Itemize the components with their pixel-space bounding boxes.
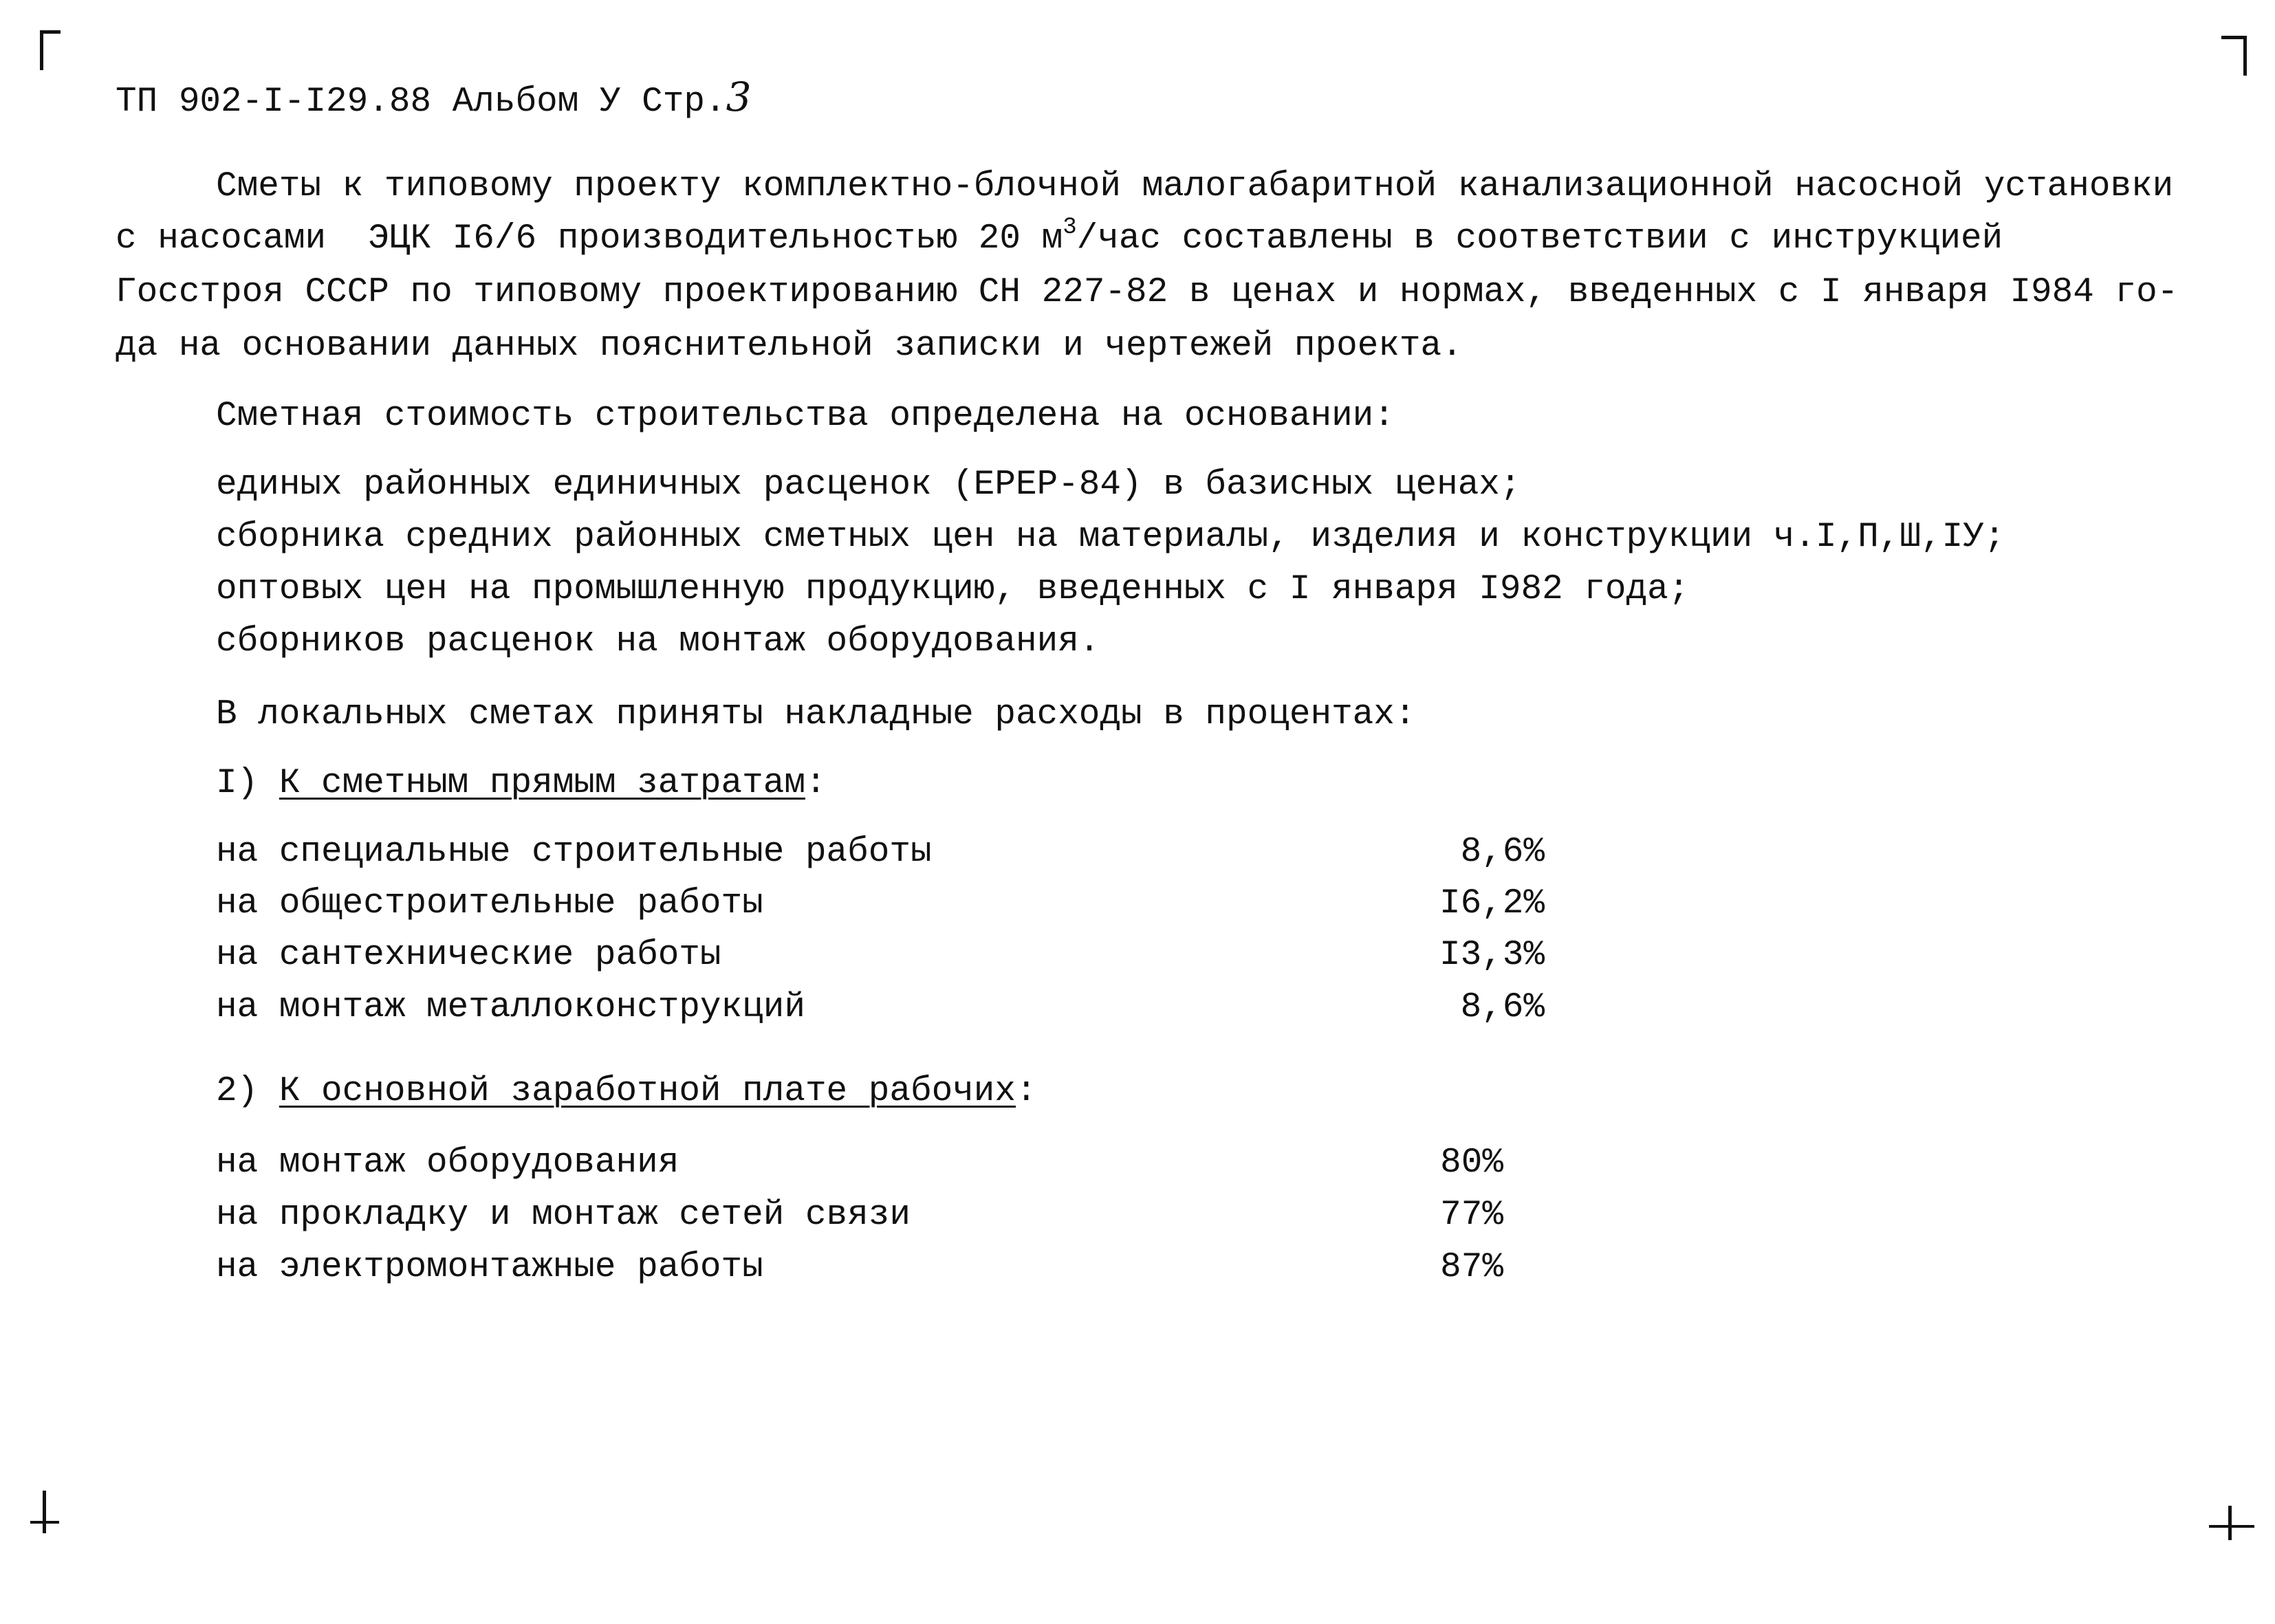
document-code: ТП 902-I-I29.88 (116, 83, 432, 122)
section-1-title: К сметным прямым затратам (279, 764, 805, 803)
corner-mark-bottom-left (43, 1491, 46, 1533)
superscript-3: 3 (1063, 215, 1077, 241)
rate-value: I6,2% (1439, 884, 1545, 923)
corner-mark-top-right-bar (2221, 36, 2245, 39)
intro-line-2-text: с насосами ЭЦК I6/6 производительностью 20 м (116, 219, 1063, 259)
rate-label: на прокладку и монтаж сетей связи (216, 1196, 911, 1235)
corner-mark-top-left (40, 30, 43, 70)
corner-mark-top-right (2243, 36, 2247, 76)
rate-value: 77% (1440, 1196, 1503, 1235)
page-number: 3 (726, 74, 752, 120)
section-2-title: К основной заработной плате рабочих (279, 1072, 1016, 1111)
rate-value: 8,6% (1460, 833, 1545, 872)
rate-value: 8,6% (1460, 988, 1545, 1027)
rate-value: 80% (1440, 1143, 1503, 1183)
corner-mark-top-left-bar (40, 30, 61, 34)
rate-value: I3,3% (1439, 936, 1545, 975)
page-label: Стр. (642, 83, 726, 122)
rate-label: на монтаж оборудования (216, 1143, 679, 1183)
section-1-number: I) (216, 764, 259, 803)
basis-item: сборников расценок на монтаж оборудования. (216, 622, 1100, 661)
corner-mark-bottom-right-bar (2209, 1525, 2254, 1528)
rate-label: на электромонтажные работы (216, 1248, 763, 1287)
rate-label: на специальные строительные работы (216, 833, 932, 872)
album-label: Альбом У (452, 83, 621, 122)
basis-item: оптовых цен на промышленную продукцию, введенных с I января I982 года; (216, 570, 1690, 609)
basis-item: сборника средних районных сметных цен на материалы, изделия и конструкции ч.I,П,Ш,IУ; (216, 518, 2005, 557)
intro-line-2-text-end: /час составлены в соответствии с инструкцией (1076, 219, 2003, 259)
corner-mark-bottom-left-bar (30, 1521, 59, 1524)
rate-value: 87% (1440, 1248, 1503, 1287)
section-2-number: 2) (216, 1072, 259, 1111)
intro-line-3: Госстроя СССР по типовому проектированию СН 227-82 в ценах и нормах, введенных с I января I984 го- (116, 273, 2179, 312)
section-2-heading (216, 1074, 1037, 1109)
basis-item: единых районных единичных расценок (ЕРЕР-84) в базисных ценах; (216, 465, 1521, 505)
section-1-colon: : (805, 764, 827, 803)
overheads-title: В локальных сметах приняты накладные расходы в процентах: (216, 695, 1416, 734)
basis-title: Сметная стоимость строительства определена на основании: (216, 397, 1395, 436)
document-header (116, 74, 752, 122)
rate-label: на монтаж металлоконструкций (216, 988, 805, 1027)
intro-line-2 (116, 215, 2003, 259)
section-1-heading (216, 766, 827, 801)
rate-label: на сантехнические работы (216, 936, 721, 975)
corner-mark-bottom-right (2228, 1506, 2232, 1540)
section-2-colon: : (1016, 1072, 1037, 1111)
intro-line-1: Сметы к типовому проекту комплектно-блочной малогабаритной канализационной насосной установки (216, 167, 2174, 206)
intro-line-4: да на основании данных пояснительной записки и чертежей проекта. (116, 327, 1463, 366)
rate-label: на общестроительные работы (216, 884, 763, 923)
